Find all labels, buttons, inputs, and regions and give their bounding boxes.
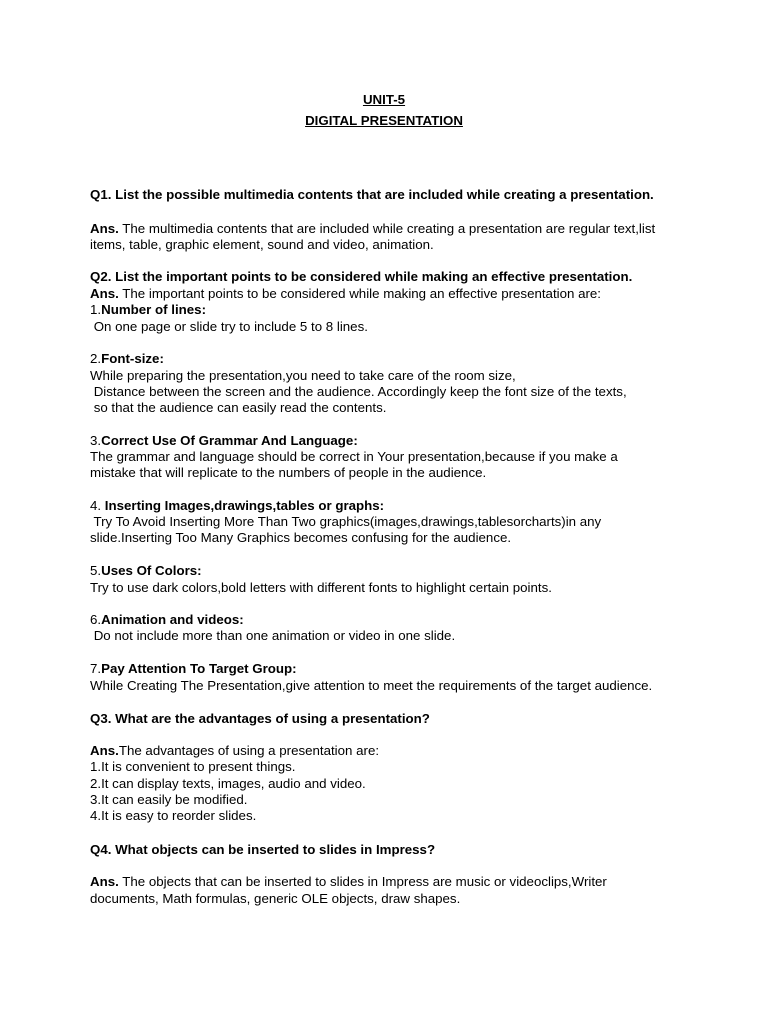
point-number: 5. (90, 563, 102, 578)
point-title: Inserting Images,drawings,tables or graphs (104, 498, 380, 513)
point-2-text-1: While preparing the presentation,you need to take care of the room size, (90, 368, 516, 383)
unit-heading: UNIT-5 (362, 92, 406, 107)
point-2-text-2: Distance between the screen and the audience. Accordingly keep the font size of the texts, (90, 384, 627, 399)
point-colon: : (379, 498, 385, 513)
point-2-heading (90, 351, 164, 367)
point-6-heading (90, 612, 244, 628)
q4-answer-line-1 (90, 874, 607, 890)
point-colon: : (239, 612, 244, 627)
point-colon: : (197, 563, 202, 578)
q4-answer-line-2: documents, Math formulas, generic OLE objects, draw shapes. (90, 891, 461, 906)
answer-text: The objects that can be inserted to slides in Impress are music or videoclips,Writer (118, 874, 607, 889)
point-3-text-1: The grammar and language should be correct in Your presentation,because if you make a (90, 449, 618, 464)
point-title: Uses Of Colors (101, 563, 198, 578)
answer-label: Ans. (90, 286, 119, 301)
answer-label: Ans. (90, 221, 119, 236)
list-item: 1.It is convenient to present things. (90, 759, 296, 774)
point-4-text-2: slide.Inserting Too Many Graphics becomes confusing for the audience. (90, 530, 512, 545)
q2-question: Q2. List the important points to be considered while making an effective presentation. (90, 269, 633, 284)
answer-label: Ans. (90, 743, 119, 758)
q3-question: Q3. What are the advantages of using a presentation? (90, 711, 430, 726)
point-number: 6. (90, 612, 102, 627)
document-title: DIGITAL PRESENTATION (305, 113, 463, 128)
point-colon: : (159, 351, 164, 366)
point-2-text-3: so that the audience can easily read the contents. (90, 400, 387, 415)
point-colon: : (353, 433, 358, 448)
point-3-text-2: mistake that will replicate to the numbers of people in the audience. (90, 465, 487, 480)
q1-answer-line-2: items, table, graphic element, sound and video, animation. (90, 237, 434, 252)
point-1-text: On one page or slide try to include 5 to 8 lines. (90, 319, 368, 334)
list-item: 3.It can easily be modified. (90, 792, 248, 807)
point-4-heading (90, 498, 384, 514)
point-3-heading (90, 433, 358, 449)
point-5-text: Try to use dark colors,bold letters with different fonts to highlight certain points. (90, 580, 552, 595)
point-number: 1. (90, 302, 102, 317)
point-7-heading (90, 661, 297, 677)
point-number: 7. (90, 661, 102, 676)
point-colon: : (292, 661, 297, 676)
q1-answer-line-1 (90, 221, 655, 237)
q2-answer (90, 286, 601, 302)
list-item: 4.It is easy to reorder slides. (90, 808, 257, 823)
answer-text: The advantages of using a presentation are: (118, 743, 380, 758)
point-title: Font-size (101, 351, 160, 366)
point-title: Animation and videos (101, 612, 240, 627)
q4-question: Q4. What objects can be inserted to slides in Impress? (90, 842, 436, 857)
point-1-heading (90, 302, 206, 318)
point-title: Number of lines (101, 302, 202, 317)
point-number: 4. (90, 498, 105, 513)
point-5-heading (90, 563, 202, 579)
answer-text: The multimedia contents that are included while creating a presentation are regular text,list (118, 221, 656, 236)
point-6-text: Do not include more than one animation or video in one slide. (90, 628, 456, 643)
point-number: 2. (90, 351, 102, 366)
answer-label: Ans. (90, 874, 119, 889)
point-title: Correct Use Of Grammar And Language (101, 433, 354, 448)
q3-answer (90, 743, 379, 759)
point-7-text: While Creating The Presentation,give attention to meet the requirements of the target audience. (90, 678, 653, 693)
answer-text: The important points to be considered while making an effective presentation are: (118, 286, 602, 301)
q1-question: Q1. List the possible multimedia contents that are included while creating a presentation. (90, 187, 654, 202)
point-4-text-1: Try To Avoid Inserting More Than Two graphics(images,drawings,tablesorcharts)in any (90, 514, 602, 529)
point-number: 3. (90, 433, 102, 448)
point-title: Pay Attention To Target Group (101, 661, 293, 676)
point-colon: : (201, 302, 207, 317)
list-item: 2.It can display texts, images, audio and video. (90, 776, 366, 791)
